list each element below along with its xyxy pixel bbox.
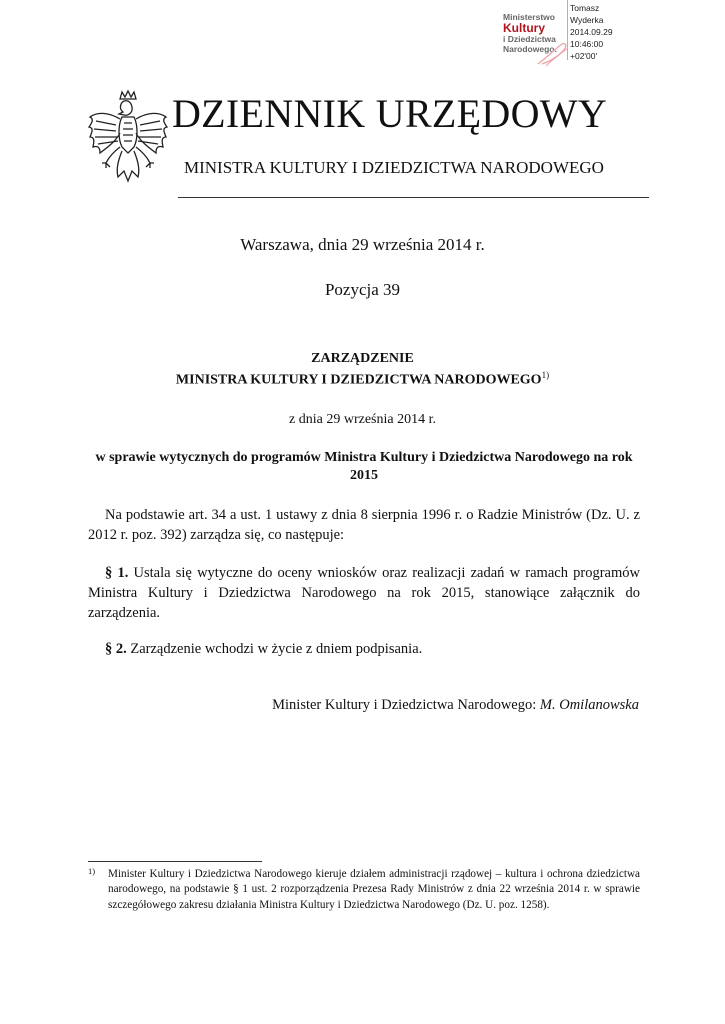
journal-subtitle: MINISTRA KULTURY I DZIEDZICTWA NARODOWEGO (184, 158, 604, 177)
signature-scribble-icon (532, 40, 572, 68)
signer-first-name: Tomasz (570, 3, 600, 13)
signature-details (570, 2, 613, 62)
paragraph-2 (88, 639, 640, 659)
act-type: ZARZĄDZENIE (311, 351, 414, 366)
preamble: Na podstawie art. 34 a ust. 1 ustawy z dnia 8 sierpnia 1996 r. o Radzie Ministrów (Dz. U. z 2012 r. poz. 392) zarządza się, co następuje: (88, 507, 640, 543)
signatory (272, 697, 639, 714)
signer-last-name: Wyderka (570, 15, 604, 25)
paragraph-2-text: Zarządzenie wchodzi w życie z dniem podpisania. (126, 641, 423, 657)
publication-date: Warszawa, dnia 29 września 2014 r. (240, 235, 485, 254)
logo-line-2: Kultury (503, 21, 545, 35)
act-subject: w sprawie wytycznych do programów Ministra Kultury i Dziedzictwa Narodowego na rok 2015 (95, 450, 633, 483)
paragraph-1-text: Ustala się wytyczne do oceny wniosków oraz realizacji zadań w ramach programów Ministra Kultury i Dziedzictwa Narodowego na rok 2015, stanowiące załącznik do zarządzenia. (88, 565, 640, 621)
signatory-name: M. Omilanowska (539, 697, 639, 713)
logo-line-1: Ministerstwo (503, 12, 555, 22)
act-issuer-text: MINISTRA KULTURY I DZIEDZICTWA NARODOWEGO (175, 372, 542, 388)
footnote-reference: 1) (541, 370, 550, 380)
footnote-mark: 1) (88, 866, 96, 876)
paragraph-1-label: § 1. (105, 565, 129, 581)
signature-timezone: +02'00' (570, 51, 598, 61)
header-divider (178, 197, 649, 198)
polish-eagle-icon (86, 89, 170, 185)
journal-title: DZIENNIK URZĘDOWY (172, 91, 608, 136)
signatory-role: Minister Kultury i Dziedzictwa Narodowego: (272, 697, 537, 713)
position-number: Pozycja 39 (324, 280, 401, 299)
footnote-divider (88, 861, 262, 862)
signature-time: 10:46:00 (570, 39, 604, 49)
paragraph-1 (88, 563, 640, 623)
act-date: z dnia 29 września 2014 r. (289, 412, 436, 427)
logo-line-3: i Dziedzictwa (503, 34, 556, 44)
footnote-text: Minister Kultury i Dziedzictwa Narodowego kieruje działem administracji rządowej – kultura i ochrona dziedzictwa narodowego, na podstawie § 1 ust. 2 rozporządzenia Prezesa Rady Ministrów z dnia 22 września 2014 r. w sprawie szczegółowego zakresu działania Ministra Kultury i Dziedzictwa Narodowego (Dz. U. poz. 1258). (108, 868, 640, 911)
signature-date: 2014.09.29 (570, 27, 613, 37)
logo-line-4: Narodowego. (503, 44, 557, 54)
paragraph-2-label: § 2. (105, 641, 127, 657)
act-issuer (60, 370, 665, 389)
